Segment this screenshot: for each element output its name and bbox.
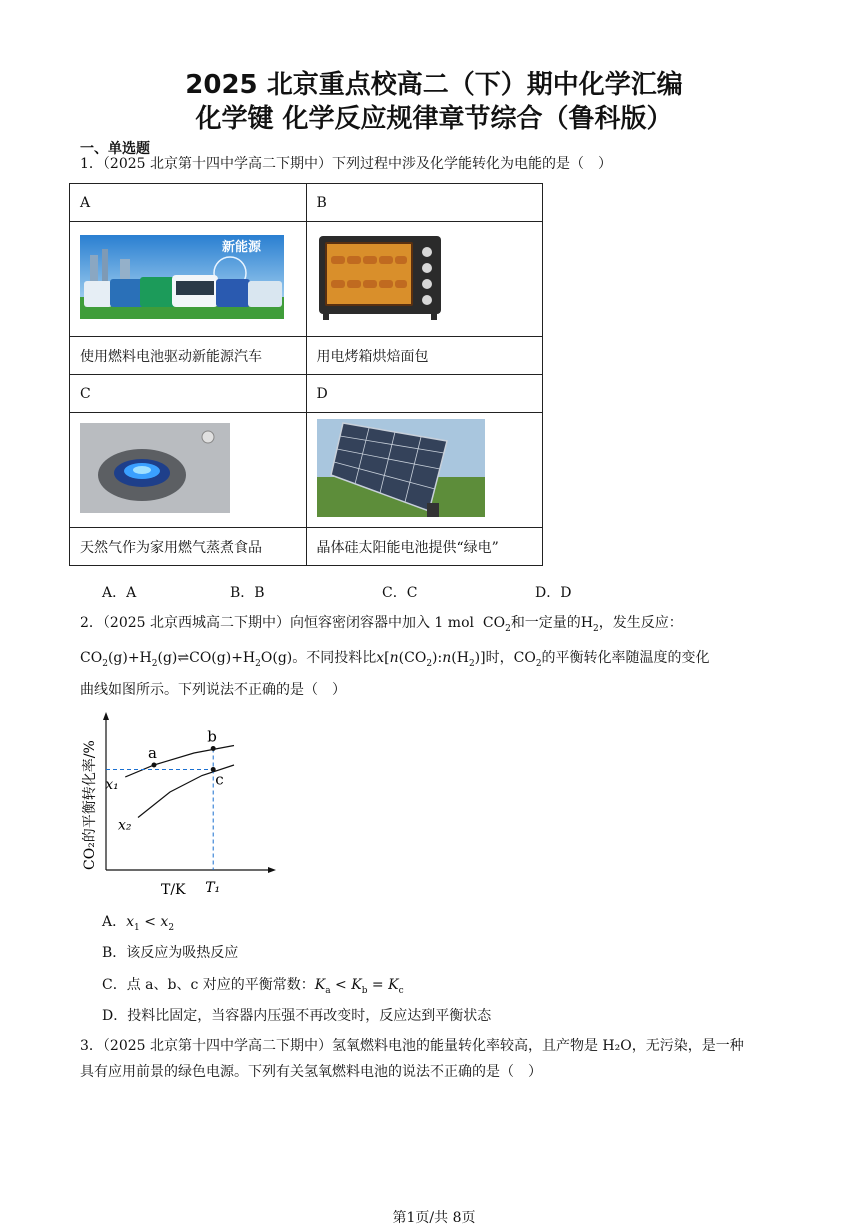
q1-choice-c[interactable]: C．C <box>382 585 418 601</box>
q1-stem: 1．（2025 北京第十四中学高二下期中）下列过程中涉及化学能转化为电能的是（ ） <box>80 156 612 172</box>
q2-choice-a[interactable]: A．$x_1 < x_2$ <box>102 914 175 933</box>
y-axis-label: CO₂的平衡转化率/% <box>82 740 98 870</box>
page-title: 2025 北京重点校高二（下）期中化学汇编 <box>185 70 683 100</box>
q1-choice-a[interactable]: A．A <box>102 585 137 601</box>
cell-label-c: C <box>70 375 307 413</box>
series-label-2: x₂ <box>118 817 132 834</box>
q2-line2: $CO_2(g)+H_2(g)\rightleftharpoons CO(g)+H_2O(g)$。不同投料比$x[n(CO_2):n(H_2)]$时，$CO_2$的平衡转化率随温度的变化 <box>80 650 710 669</box>
point-label-b: b <box>207 727 217 746</box>
cell-caption-a: 使用燃料电池驱动新能源汽车 <box>70 337 307 375</box>
q3-line2: 具有应用前景的绿色电源。下列有关氢氧燃料电池的说法不正确的是（ ） <box>80 1064 542 1080</box>
q2-line1: 2．（2025 北京西城高二下期中）向恒容密闭容器中加入 1 mol $CO_2$和一定量的$H_2$，发生反应： <box>80 615 683 634</box>
point-a <box>152 763 157 768</box>
q2-choice-b[interactable]: B．该反应为吸热反应 <box>102 945 239 961</box>
solar-panel-image <box>317 419 485 517</box>
q2-choice-c[interactable]: C．点 a、b、c 对应的平衡常数：$K_a < K_b = K_c$ <box>102 977 404 996</box>
cell-image-b <box>306 222 543 337</box>
cell-caption-d: 晶体硅太阳能电池提供“绿电” <box>306 528 543 566</box>
cell-image-d <box>306 413 543 528</box>
y-axis-arrow <box>103 712 109 720</box>
page-footer: 第1页/共 8页 <box>392 1210 476 1226</box>
gas-stove-image <box>80 423 230 513</box>
page-subtitle: 化学键 化学反应规律章节综合（鲁科版） <box>195 104 673 134</box>
buses-image <box>80 235 284 319</box>
point-label-a: a <box>148 744 157 762</box>
cell-image-c <box>70 413 307 528</box>
point-label-c: c <box>215 770 224 789</box>
cell-label-b: B <box>306 184 543 222</box>
x-axis-label: T/K <box>161 882 186 898</box>
q1-options-table <box>69 183 543 566</box>
cell-caption-b: 用电烤箱烘焙面包 <box>306 337 543 375</box>
q2-line3: 曲线如图所示。下列说法不正确的是（ ） <box>80 682 346 698</box>
series-label-1: x₁ <box>105 777 119 793</box>
oven-image <box>317 232 445 322</box>
q2-choice-d[interactable]: D．投料比固定，当容器内压强不再改变时，反应达到平衡状态 <box>102 1008 492 1024</box>
point-b <box>211 746 216 751</box>
cell-image-a <box>70 222 307 337</box>
q3-line1: 3．（2025 北京第十四中学高二下期中）氢氧燃料电池的能量转化率较高，且产物是 H₂O，无污染，是一种 <box>80 1038 744 1054</box>
conversion-chart <box>76 708 276 898</box>
x-tick-label: T₁ <box>205 880 221 896</box>
cell-label-a: A <box>70 184 307 222</box>
cell-caption-c: 天然气作为家用燃气蒸煮食品 <box>70 528 307 566</box>
q1-choice-b[interactable]: B．B <box>230 585 265 601</box>
cell-label-d: D <box>306 375 543 413</box>
section-heading: 一、单选题 <box>80 141 150 157</box>
q1-choice-d[interactable]: D．D <box>535 585 572 601</box>
x-axis-arrow <box>268 867 276 873</box>
new-energy-badge: 新能源 <box>222 240 262 255</box>
